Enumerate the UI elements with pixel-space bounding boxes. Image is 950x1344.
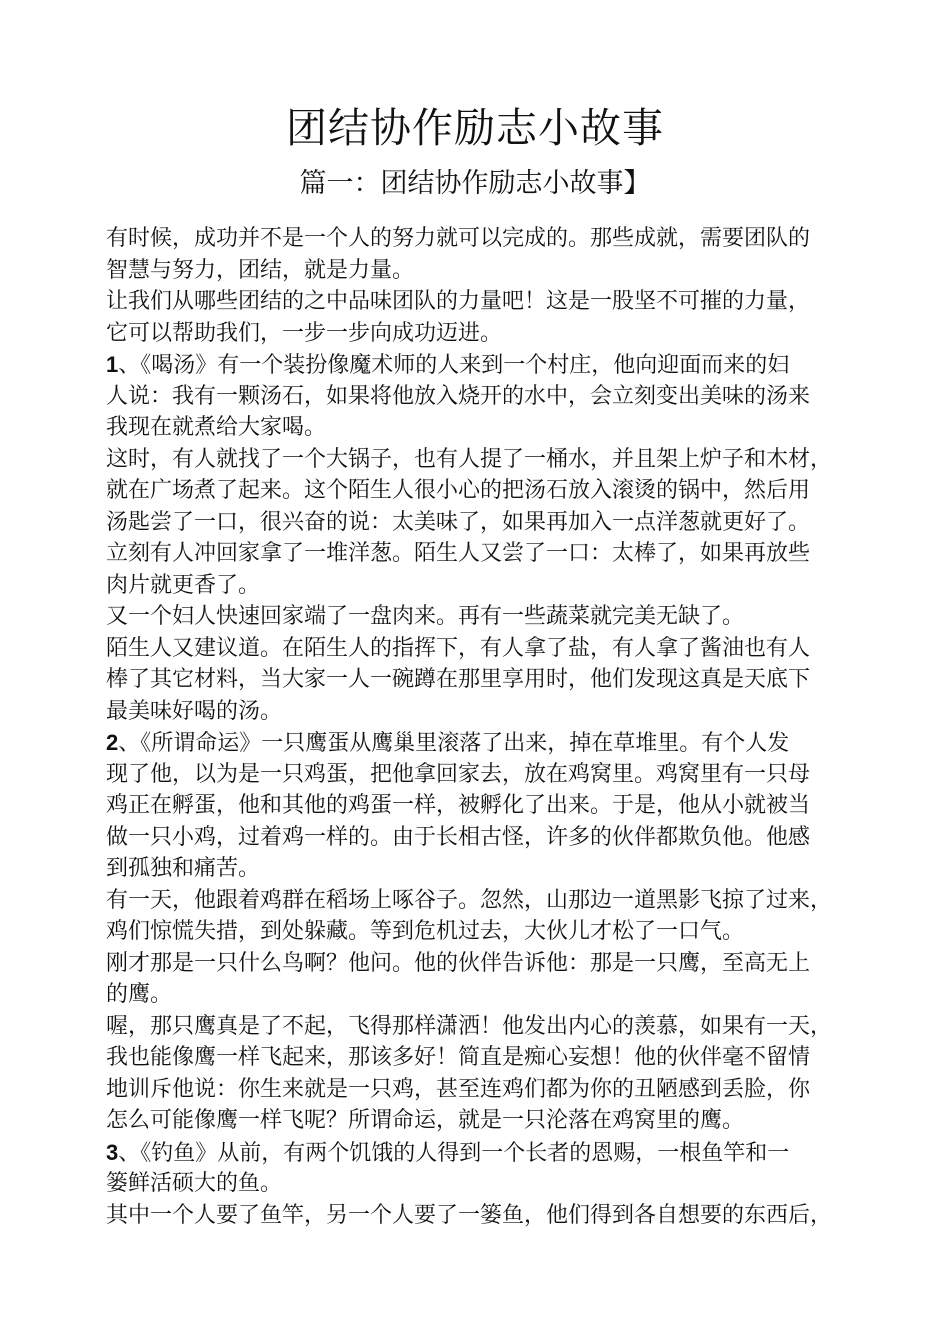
text-line: 它可以帮助我们，一步一步向成功迈进。: [106, 320, 503, 346]
text-line: 其中一个人要了鱼竿，另一个人要了一篓鱼，他们得到各自想要的东西后，: [106, 1202, 833, 1228]
text-line: 鸡们惊慌失措，到处躲藏。等到危机过去，大伙儿才松了一口气。: [106, 919, 745, 944]
story-2-first-line: [106, 727, 866, 759]
text-line: 有时候，成功并不是一个人的努力就可以完成的。那些成就，需要团队的: [106, 226, 811, 251]
story-number-3: 3: [106, 1139, 119, 1165]
text-line: 这时，有人就找了一个大锅子，也有人提了一桶水，并且架上炉子和木材，: [106, 446, 833, 472]
text-line: 做一只小鸡，过着鸡一样的。由于长相古怪，许多的伙伴都欺负他。他感: [106, 824, 811, 850]
text-line: 我现在就煮给大家喝。: [106, 415, 327, 440]
text-line: 智慧与努力，团结，就是力量。: [106, 257, 415, 283]
text-line: 鸡正在孵蛋，他和其他的鸡蛋一样，被孵化了出来。于是，他从小就被当: [106, 793, 811, 818]
text-line: 让我们从哪些团结的之中品味团队的力量吧！这是一股坚不可摧的力量，: [106, 289, 811, 314]
text-line: 到孤独和痛苦。: [106, 856, 261, 881]
text-line: 篓鲜活硕大的鱼。: [106, 1171, 283, 1196]
story-number-2: 2: [106, 730, 119, 755]
text-line: 、《钓鱼》从前，有两个饥饿的人得到一个长者的恩赐，一根鱼竿和一: [118, 1140, 790, 1166]
text-line: 就在广场煮了起来。这个陌生人很小心的把汤石放入滚烫的锅中，然后用: [106, 478, 811, 503]
text-line: 汤匙尝了一口，很兴奋的说：太美味了，如果再加入一点洋葱就更好了。: [106, 509, 811, 535]
story-1-first-line: [106, 349, 866, 381]
text-line: 又一个妇人快速回家端了一盘肉来。再有一些蔬菜就完美无缺了。: [106, 604, 745, 629]
text-line: 的鹰。: [106, 982, 173, 1007]
text-line: 刚才那是一只什么鸟啊？他问。他的伙伴告诉他：那是一只鹰，至高无上: [106, 950, 811, 976]
text-line: 最美味好喝的汤。: [106, 698, 283, 724]
text-line: 、《所谓命运》一只鹰蛋从鹰巢里滚落了出来，掉在草堆里。有个人发: [118, 731, 790, 756]
story-3-first-line: [106, 1137, 866, 1169]
text-line: 、《喝汤》有一个装扮像魔术师的人来到一个村庄，他向迎面而来的妇: [118, 353, 790, 378]
text-line: 有一天，他跟着鸡群在稻场上啄谷子。忽然，山那边一道黑影飞掠了过来，: [106, 887, 833, 913]
text-line: 人说：我有一颗汤石，如果将他放入烧开的水中，会立刻变出美味的汤来: [106, 383, 811, 409]
page-subtitle: 篇一：团结协作励志小故事】: [299, 168, 651, 199]
text-line: 肉片就更香了。: [106, 572, 261, 598]
text-line: 喔，那只鹰真是了不起，飞得那样潇洒！他发出内心的羡慕，如果有一天，: [106, 1013, 833, 1039]
text-line: 陌生人又建议道。在陌生人的指挥下，有人拿了盐，有人拿了酱油也有人: [106, 635, 811, 661]
text-line: 现了他，以为是一只鸡蛋，把他拿回家去，放在鸡窝里。鸡窝里有一只母: [106, 761, 811, 787]
article-body: [106, 223, 866, 1231]
text-line: 地训斥他说：你生来就是一只鸡，甚至连鸡们都为你的丑陋感到丢脸，你: [106, 1076, 811, 1102]
story-number-1: 1: [106, 352, 119, 377]
text-line: 棒了其它材料，当大家一人一碗蹲在那里享用时，他们发现这真是天底下: [106, 667, 811, 692]
text-line: 立刻有人冲回家拿了一堆洋葱。陌生人又尝了一口：太棒了，如果再放些: [106, 541, 811, 566]
text-line: 我也能像鹰一样飞起来，那该多好！简直是痴心妄想！他的伙伴毫不留情: [106, 1045, 811, 1070]
text-line: 怎么可能像鹰一样飞呢？所谓命运，就是一只沦落在鸡窝里的鹰。: [106, 1108, 745, 1133]
page-title: 团结协作励志小故事: [286, 104, 664, 152]
